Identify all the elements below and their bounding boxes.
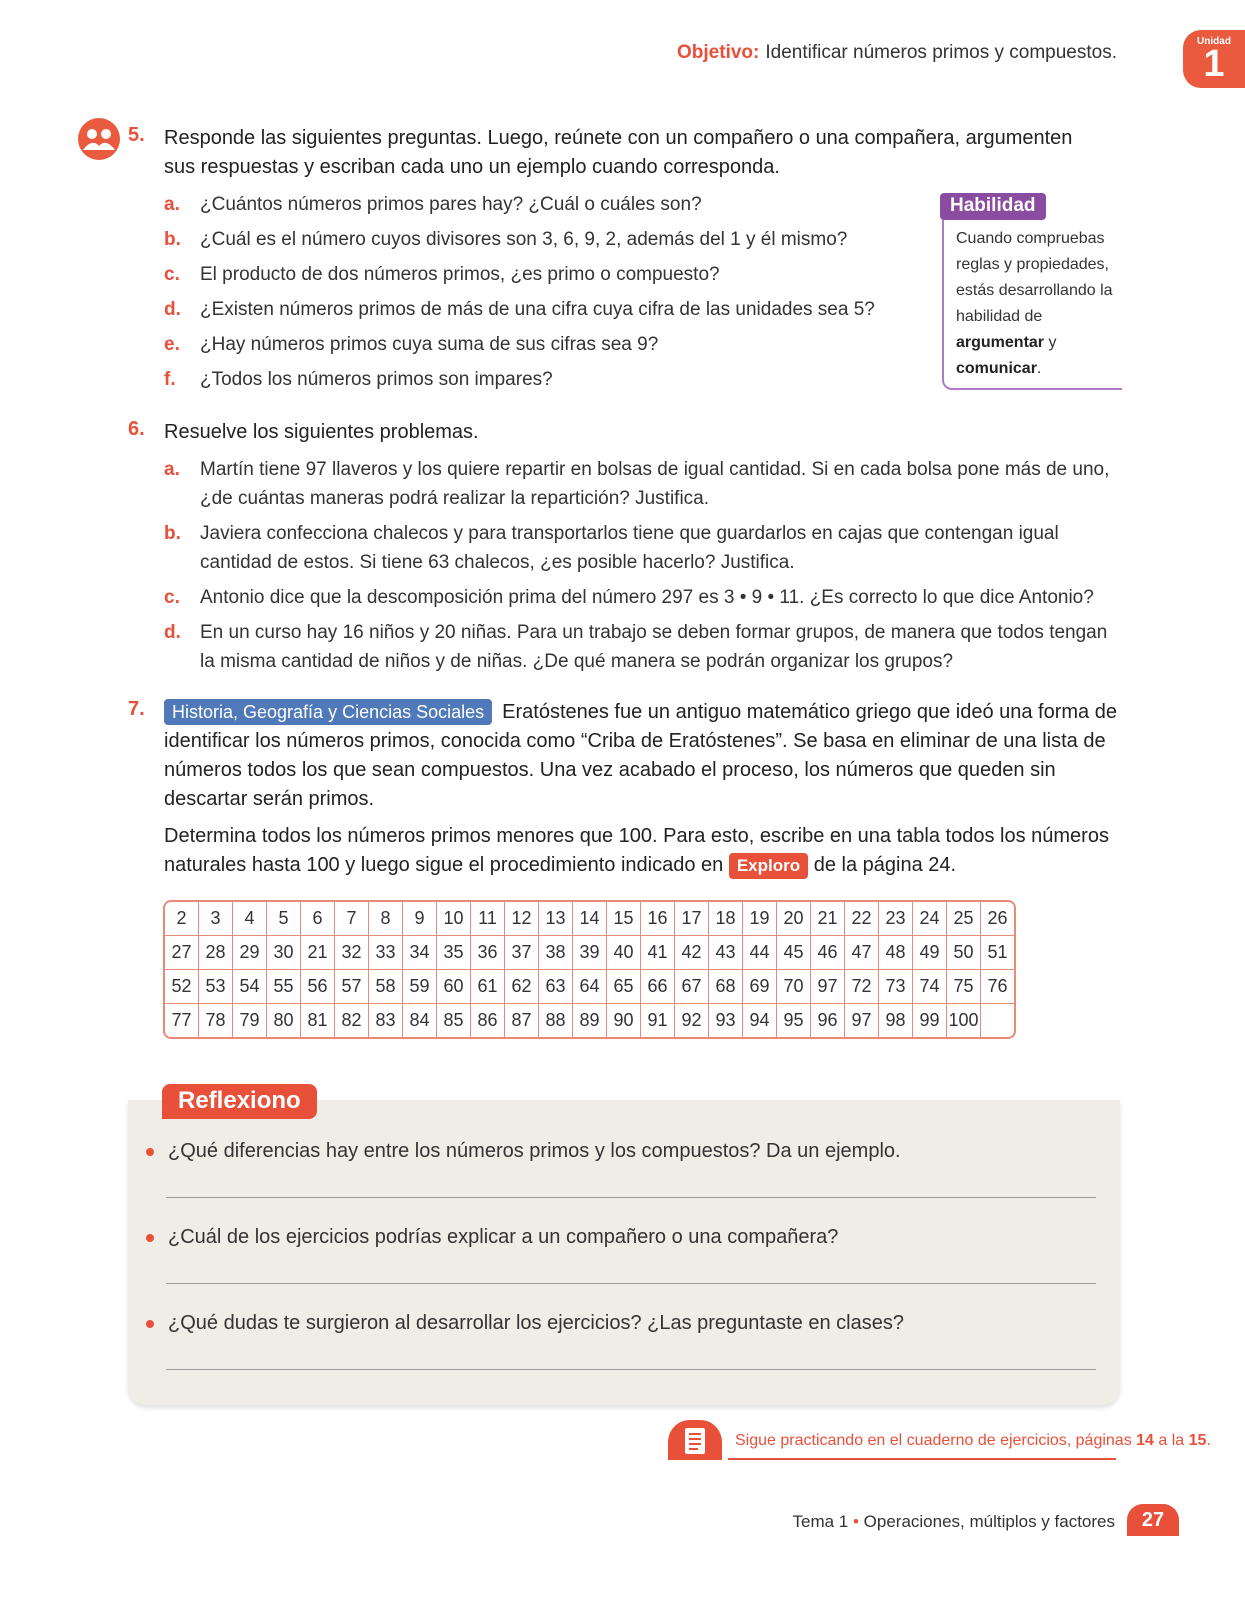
table-cell: 39 xyxy=(573,936,607,970)
table-cell: 48 xyxy=(879,936,913,970)
table-cell: 78 xyxy=(199,1004,233,1037)
table-cell: 40 xyxy=(607,936,641,970)
table-cell: 21 xyxy=(301,936,335,970)
table-cell: 46 xyxy=(811,936,845,970)
group-work-icon xyxy=(78,118,120,160)
practice-note: Sigue practicando en el cuaderno de ejercicios, páginas 14 a la 15. xyxy=(735,1432,1211,1449)
table-cell: 50 xyxy=(947,936,981,970)
table-cell: 51 xyxy=(981,936,1014,970)
exercise-title: Resuelve los siguientes problemas. xyxy=(164,421,479,443)
table-cell: 11 xyxy=(471,902,505,936)
table-cell: 38 xyxy=(539,936,573,970)
list-item: d. ¿Existen números primos de más de una cifra cuya cifra de las unidades sea 5? xyxy=(164,299,875,320)
answer-line[interactable] xyxy=(166,1369,1096,1370)
table-cell: 34 xyxy=(403,936,437,970)
table-cell: 73 xyxy=(879,970,913,1004)
table-cell: 47 xyxy=(845,936,879,970)
unit-tab xyxy=(1183,30,1245,88)
table-cell: 9 xyxy=(403,902,437,936)
list-item: c. Antonio dice que la descomposición prima del número 297 es 3 • 9 • 11. ¿Es correcto lo que dice Antonio? xyxy=(164,587,1094,608)
bullet-icon xyxy=(146,1148,154,1156)
table-cell: 45 xyxy=(777,936,811,970)
bullet-icon xyxy=(146,1320,154,1328)
unit-label: Unidad xyxy=(1197,36,1231,47)
table-cell: 56 xyxy=(301,970,335,1004)
table-cell: 74 xyxy=(913,970,947,1004)
table-cell: 13 xyxy=(539,902,573,936)
bullet-icon xyxy=(146,1234,154,1242)
table-cell: 59 xyxy=(403,970,437,1004)
table-cell: 52 xyxy=(165,970,199,1004)
table-cell: 43 xyxy=(709,936,743,970)
table-cell: 70 xyxy=(777,970,811,1004)
list-item: a. Martín tiene 97 llaveros y los quiere repartir en bolsas de igual cantidad. Si en cada bolsa pone más de uno, ¿de cuántas maneras podrá realizar la repartición? Justifica. xyxy=(164,459,1110,509)
table-row xyxy=(165,970,1014,1004)
answer-line[interactable] xyxy=(166,1283,1096,1284)
unit-number: 1 xyxy=(1203,43,1225,85)
table-cell: 61 xyxy=(471,970,505,1004)
table-cell: 6 xyxy=(301,902,335,936)
table-cell: 83 xyxy=(369,1004,403,1037)
table-cell: 54 xyxy=(233,970,267,1004)
objective-text: Identificar números primos y compuestos. xyxy=(765,42,1117,63)
table-cell: 63 xyxy=(539,970,573,1004)
table-cell: 62 xyxy=(505,970,539,1004)
table-cell: 53 xyxy=(199,970,233,1004)
table-cell: 99 xyxy=(913,1004,947,1037)
list-item: a. ¿Cuántos números primos pares hay? ¿Cuál o cuáles son? xyxy=(164,194,702,215)
table-cell: 87 xyxy=(505,1004,539,1037)
table-cell: 18 xyxy=(709,902,743,936)
table-row xyxy=(165,1004,1014,1037)
table-cell: 95 xyxy=(777,1004,811,1037)
table-cell: 93 xyxy=(709,1004,743,1037)
table-cell: 96 xyxy=(811,1004,845,1037)
table-row xyxy=(165,902,1014,936)
table-cell: 91 xyxy=(641,1004,675,1037)
skill-text: Cuando compruebas reglas y propiedades, estás desarrollando la habilidad de argumentar y comunicar. xyxy=(942,220,1122,390)
table-cell: 89 xyxy=(573,1004,607,1037)
table-cell: 24 xyxy=(913,902,947,936)
table-cell: 49 xyxy=(913,936,947,970)
list-item: d. En un curso hay 16 niños y 20 niñas. Para un trabajo se deben formar grupos, de manera que todos tengan la misma cantidad de niños y de niñas. ¿De qué manera se podrán organizar los grupos? xyxy=(164,622,1108,672)
footer-topic: Tema 1 • Operaciones, múltiplos y factores xyxy=(792,1512,1115,1531)
table-cell: 26 xyxy=(981,902,1014,936)
explore-tag[interactable]: Exploro xyxy=(729,853,808,879)
table-row xyxy=(165,936,1014,970)
table-cell: 76 xyxy=(981,970,1014,1004)
table-cell: 42 xyxy=(675,936,709,970)
table-cell: 8 xyxy=(369,902,403,936)
table-cell: 23 xyxy=(879,902,913,936)
table-cell: 65 xyxy=(607,970,641,1004)
skill-box xyxy=(940,193,1120,390)
table-cell: 5 xyxy=(267,902,301,936)
table-cell: 7 xyxy=(335,902,369,936)
table-cell: 84 xyxy=(403,1004,437,1037)
objective-label: Objetivo: xyxy=(677,42,760,63)
table-cell: 81 xyxy=(301,1004,335,1037)
table-cell: 3 xyxy=(199,902,233,936)
table-cell: 64 xyxy=(573,970,607,1004)
exercise-7 xyxy=(128,698,1123,880)
table-cell: 100 xyxy=(947,1004,981,1037)
reflection-question: ¿Qué diferencias hay entre los números primos y los compuestos? Da un ejemplo. xyxy=(146,1140,901,1163)
table-cell: 97 xyxy=(811,970,845,1004)
table-cell: 90 xyxy=(607,1004,641,1037)
reflection-title: Reflexiono xyxy=(162,1084,317,1119)
table-cell: 72 xyxy=(845,970,879,1004)
table-cell: 77 xyxy=(165,1004,199,1037)
list-item: c. El producto de dos números primos, ¿es primo o compuesto? xyxy=(164,264,720,285)
table-cell: 79 xyxy=(233,1004,267,1037)
table-cell: 67 xyxy=(675,970,709,1004)
table-cell: 82 xyxy=(335,1004,369,1037)
list-item: f. ¿Todos los números primos son impares? xyxy=(164,369,553,390)
table-cell: 21 xyxy=(811,902,845,936)
table-cell: 98 xyxy=(879,1004,913,1037)
exercise-paragraph: Eratóstenes fue un antiguo matemático griego que ideó una forma de identificar los números primos, conocida como “Criba de Eratóstenes”. Se basa en eliminar de una lista de números todos los que sean compuestos. Una vez acabado el proceso, los números que queden sin descartar serán primos. xyxy=(164,701,1117,810)
table-cell: 14 xyxy=(573,902,607,936)
table-cell: 55 xyxy=(267,970,301,1004)
answer-line[interactable] xyxy=(166,1197,1096,1198)
table-cell: 60 xyxy=(437,970,471,1004)
exercise-number: 5. xyxy=(128,124,145,146)
table-cell: 57 xyxy=(335,970,369,1004)
table-cell: 30 xyxy=(267,936,301,970)
table-cell: 37 xyxy=(505,936,539,970)
exercise-title-cont: sus respuestas y escriban cada uno un ejemplo cuando corresponda. xyxy=(164,156,780,178)
table-cell: 88 xyxy=(539,1004,573,1037)
table-cell: 15 xyxy=(607,902,641,936)
list-item: e. ¿Hay números primos cuya suma de sus cifras sea 9? xyxy=(164,334,659,355)
table-cell: 97 xyxy=(845,1004,879,1037)
table-cell: 80 xyxy=(267,1004,301,1037)
table-cell: 17 xyxy=(675,902,709,936)
table-cell xyxy=(981,1004,1014,1037)
table-cell: 92 xyxy=(675,1004,709,1037)
table-cell: 12 xyxy=(505,902,539,936)
table-cell: 29 xyxy=(233,936,267,970)
skill-title: Habilidad xyxy=(940,193,1046,220)
table-cell: 32 xyxy=(335,936,369,970)
objective xyxy=(677,42,1117,64)
page-number: 27 xyxy=(1127,1504,1179,1536)
table-cell: 27 xyxy=(165,936,199,970)
table-cell: 75 xyxy=(947,970,981,1004)
table-cell: 28 xyxy=(199,936,233,970)
table-cell: 66 xyxy=(641,970,675,1004)
table-cell: 85 xyxy=(437,1004,471,1037)
divider xyxy=(728,1458,1116,1460)
numbers-table xyxy=(163,900,1016,1039)
exercise-instructions: Determina todos los números primos menores que 100. Para esto, escribe en una tabla todos los números naturales hasta 100 y luego sigue el procedimiento indicado en Exploro de la página 24. xyxy=(164,822,1119,880)
table-cell: 16 xyxy=(641,902,675,936)
exercise-number: 6. xyxy=(128,418,145,440)
list-item: b. ¿Cuál es el número cuyos divisores son 3, 6, 9, 2, además del 1 y él mismo? xyxy=(164,229,848,250)
table-cell: 41 xyxy=(641,936,675,970)
table-cell: 68 xyxy=(709,970,743,1004)
table-cell: 22 xyxy=(845,902,879,936)
table-cell: 36 xyxy=(471,936,505,970)
exercise-number: 7. xyxy=(128,698,145,720)
table-cell: 10 xyxy=(437,902,471,936)
table-cell: 20 xyxy=(777,902,811,936)
notebook-icon xyxy=(668,1420,722,1460)
table-cell: 2 xyxy=(165,902,199,936)
reflection-question: ¿Cuál de los ejercicios podrías explicar a un compañero o una compañera? xyxy=(146,1226,838,1249)
table-cell: 58 xyxy=(369,970,403,1004)
table-cell: 25 xyxy=(947,902,981,936)
table-cell: 69 xyxy=(743,970,777,1004)
table-cell: 33 xyxy=(369,936,403,970)
table-cell: 44 xyxy=(743,936,777,970)
table-cell: 4 xyxy=(233,902,267,936)
exercise-6 xyxy=(128,418,1123,682)
subject-tag: Historia, Geografía y Ciencias Sociales xyxy=(164,699,492,725)
table-cell: 35 xyxy=(437,936,471,970)
table-cell: 86 xyxy=(471,1004,505,1037)
reflection-question: ¿Qué dudas te surgieron al desarrollar los ejercicios? ¿Las preguntaste en clases? xyxy=(146,1312,904,1335)
table-cell: 94 xyxy=(743,1004,777,1037)
exercise-title: Responde las siguientes preguntas. Luego, reúnete con un compañero o una compañera, argumenten xyxy=(164,127,1073,149)
list-item: b. Javiera confecciona chalecos y para transportarlos tiene que guardarlos en cajas que contengan igual cantidad de estos. Si tiene 63 chalecos, ¿es posible hacerlo? Justifica. xyxy=(164,523,1059,573)
table-cell: 19 xyxy=(743,902,777,936)
